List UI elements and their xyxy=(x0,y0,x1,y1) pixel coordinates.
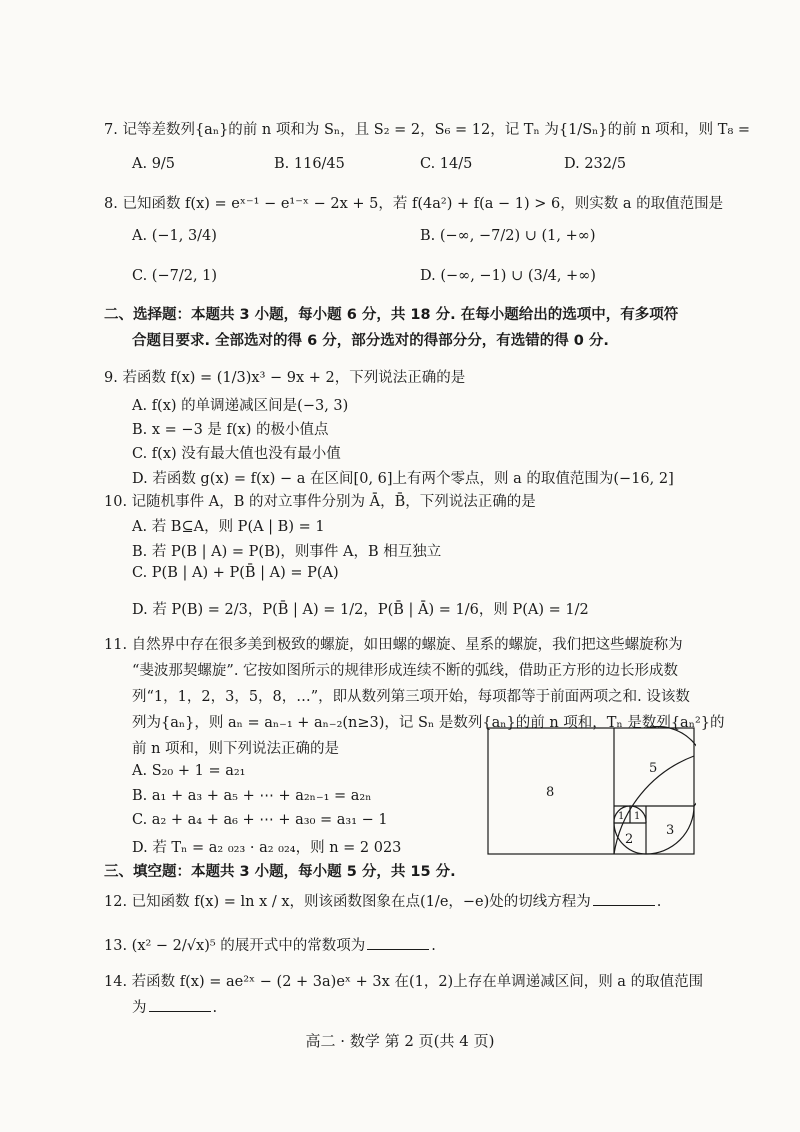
q11-option-d: D. 若 Tₙ = a₂ ₀₂₃ · a₂ ₀₂₄，则 n = 2 023 xyxy=(132,840,402,856)
q14-period: . xyxy=(212,1000,218,1016)
q14-line2 xyxy=(132,996,217,1017)
q8-option-d: D. (−∞, −1) ∪ (3/4, +∞) xyxy=(420,268,596,284)
q8-option-b: B. (−∞, −7/2) ∪ (1, +∞) xyxy=(420,228,596,244)
q13-period: . xyxy=(431,938,436,954)
label-3: 3 xyxy=(666,823,675,838)
q10-option-a: A. 若 B⊆A，则 P(A | B) = 1 xyxy=(132,519,325,535)
q9-stem: 9. 若函数 f(x) = (1/3)x³ − 9x + 2，下列说法正确的是 xyxy=(104,370,466,386)
q9-option-b: B. x = −3 是 f(x) 的极小值点 xyxy=(132,422,329,438)
label-2: 2 xyxy=(625,832,634,847)
q11-option-a: A. S₂₀ + 1 = a₂₁ xyxy=(132,763,246,779)
q8-stem: 8. 已知函数 f(x) = eˣ⁻¹ − e¹⁻ˣ − 2x + 5，若 f(4a²) + f(a − 1) > 6，则实数 a 的取值范围是 xyxy=(104,196,724,212)
label-5: 5 xyxy=(649,761,658,776)
q13-line xyxy=(104,934,436,955)
q14-answer-blank[interactable] xyxy=(149,1011,211,1012)
q12-line xyxy=(104,890,661,911)
q11-line4: 列为{aₙ}，则 aₙ = aₙ₋₁ + aₙ₋₂(n≥3)，记 Sₙ 是数列{aₙ}的前 n 项和，Tₙ 是数列{aₙ²}的 xyxy=(132,715,725,731)
q12-text: 12. 已知函数 f(x) = ln x / x，则该函数图象在点(1/e，−e)处的切线方程为 xyxy=(104,894,591,910)
figure-outer-border xyxy=(488,728,694,854)
q11-line3: 列“1，1，2，3，5，8，…”，即从数列第三项开始，每项都等于前面两项之和. 设该数 xyxy=(132,689,690,705)
q9-option-c: C. f(x) 没有最大值也没有最小值 xyxy=(132,446,341,462)
q7-option-d: D. 232/5 xyxy=(564,156,627,172)
q7-option-b: B. 116/45 xyxy=(274,156,345,172)
q7-stem: 7. 记等差数列{aₙ}的前 n 项和为 Sₙ，且 S₂ = 2，S₆ = 12，记 Tₙ 为{1/Sₙ}的前 n 项和，则 T₈ = xyxy=(104,122,751,138)
q11-option-c: C. a₂ + a₄ + a₆ + ⋯ + a₃₀ = a₃₁ − 1 xyxy=(132,812,388,828)
q8-option-c: C. (−7/2, 1) xyxy=(132,268,218,284)
fibonacci-spiral-figure xyxy=(486,726,696,856)
q7-option-c: C. 14/5 xyxy=(420,156,473,172)
q9-option-d: D. 若函数 g(x) = f(x) − a 在区间[0, 6]上有两个零点，则 a 的取值范围为(−16, 2] xyxy=(132,471,674,487)
q14-prefix: 为 xyxy=(132,1000,147,1016)
q11-line1: 11. 自然界中存在很多美到极致的螺旋，如田螺的螺旋、星系的螺旋，我们把这些螺旋称为 xyxy=(104,637,683,653)
q13-answer-blank[interactable] xyxy=(367,949,429,950)
section2-heading-line1: 二、选择题：本题共 3 小题，每小题 6 分，共 18 分. 在每小题给出的选项中，有多项符 xyxy=(104,307,679,323)
section3-heading: 三、填空题：本题共 3 小题，每小题 5 分，共 15 分. xyxy=(104,864,456,880)
q14-line1: 14. 若函数 f(x) = ae²ˣ − (2 + 3a)eˣ + 3x 在(1，2)上存在单调递减区间，则 a 的取值范围 xyxy=(104,974,704,990)
q12-answer-blank[interactable] xyxy=(593,905,655,906)
q11-option-b: B. a₁ + a₃ + a₅ + ⋯ + a₂ₙ₋₁ = a₂ₙ xyxy=(132,788,372,804)
page-footer: 高二 · 数学 第 2 页(共 4 页) xyxy=(305,1032,495,1050)
q11-line5: 前 n 项和，则下列说法正确的是 xyxy=(132,741,340,757)
label-1b: 1 xyxy=(634,811,641,822)
q10-option-c: C. P(B | A) + P(B̄ | A) = P(A) xyxy=(132,565,339,581)
section2-heading-line2: 合题目要求. 全部选对的得 6 分，部分选对的得部分分，有选错的得 0 分. xyxy=(132,333,609,349)
q7-option-a: A. 9/5 xyxy=(132,156,176,172)
label-8: 8 xyxy=(546,785,555,800)
q10-option-d: D. 若 P(B) = 2/3，P(B̄ | A) = 1/2，P(B̄ | Ā) = 1/6，则 P(A) = 1/2 xyxy=(132,602,589,618)
q12-period: . xyxy=(656,894,662,910)
q9-option-a: A. f(x) 的单调递减区间是(−3, 3) xyxy=(132,398,349,414)
label-1a: 1 xyxy=(618,811,625,822)
q10-option-b: B. 若 P(B | A) = P(B)，则事件 A，B 相互独立 xyxy=(132,544,442,560)
q13-text: 13. (x² − 2/√x)⁵ 的展开式中的常数项为 xyxy=(104,938,366,954)
q11-line2: “斐波那契螺旋”. 它按如图所示的规律形成连续不断的弧线，借助正方形的边长形成数 xyxy=(132,663,679,679)
q10-stem: 10. 记随机事件 A，B 的对立事件分别为 Ā，B̄，下列说法正确的是 xyxy=(104,494,536,510)
q8-option-a: A. (−1, 3/4) xyxy=(132,228,217,244)
